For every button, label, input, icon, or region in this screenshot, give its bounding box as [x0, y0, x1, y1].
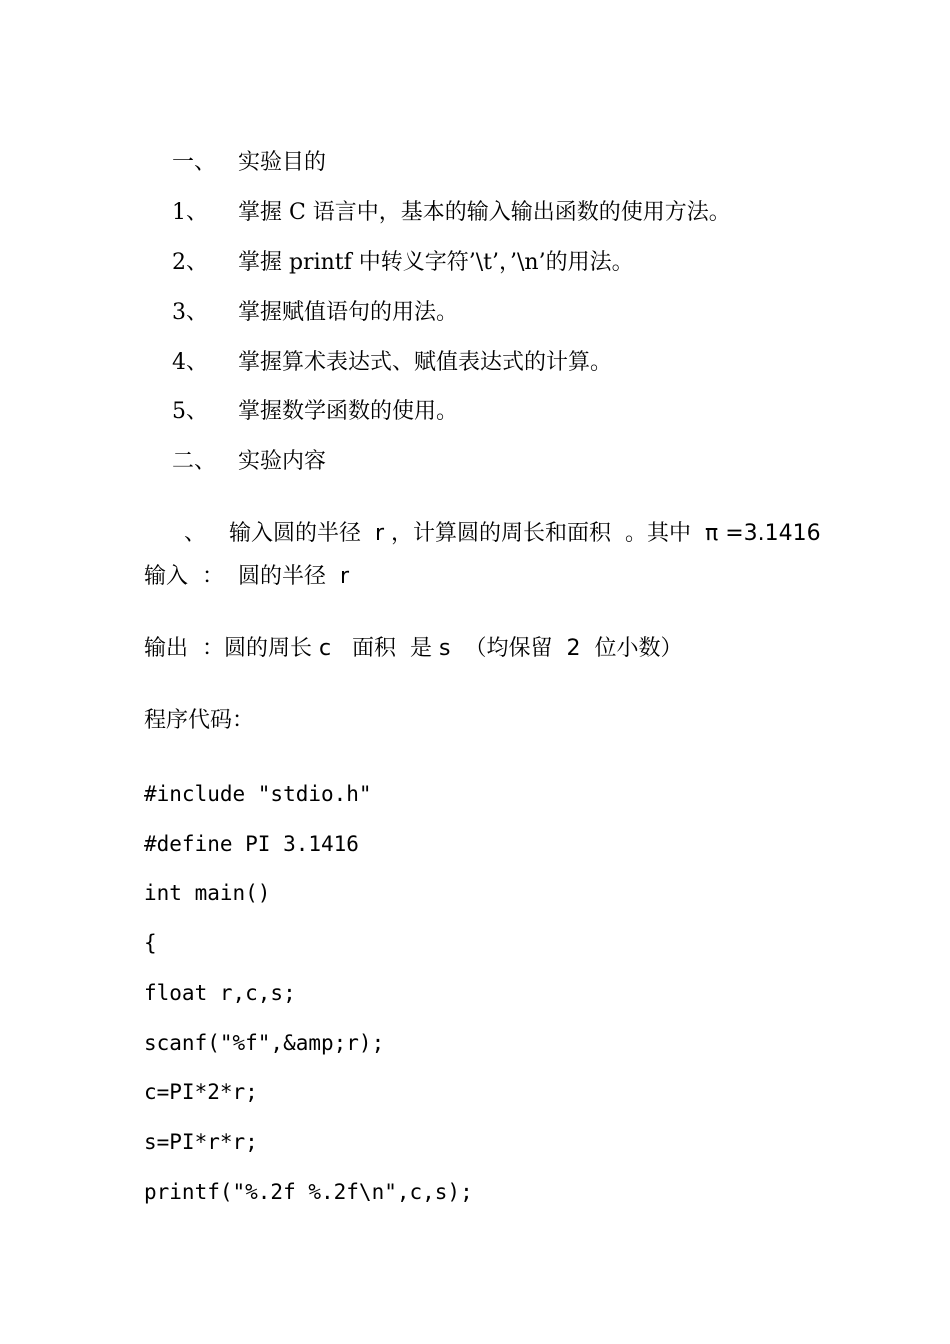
objective-number: 2、 — [171, 250, 208, 275]
objective-number: 3、 — [171, 300, 208, 325]
code-line: #define PI 3.1416 — [144, 832, 359, 856]
task-input-line: 输入 ： 圆的半径 r — [144, 564, 350, 589]
code-line: { — [144, 931, 157, 955]
objective-text: 掌握赋值语句的用法。 — [237, 300, 458, 325]
code-line: printf("%.2f %.2f\n",c,s); — [144, 1180, 473, 1204]
code-line: float r,c,s; — [144, 981, 296, 1005]
objective-text: 掌握 C 语言中，基本的输入输出函数的使用方法。 — [237, 200, 731, 225]
objective-text: 掌握算术表达式、赋值表达式的计算。 — [237, 350, 612, 375]
section-number: 一、 — [171, 150, 216, 175]
code-line: #include "stdio.h" — [144, 782, 372, 806]
objective-number: 5、 — [171, 399, 208, 424]
task-marker: 、 — [183, 521, 206, 546]
code-label: 程序代码： — [144, 708, 255, 733]
objective-text: 掌握数学函数的使用。 — [237, 399, 458, 424]
objective-number: 4、 — [171, 350, 208, 375]
code-line: scanf("%f",&amp;r); — [144, 1031, 385, 1055]
section-title: 实验内容 — [237, 449, 326, 474]
code-line: s=PI*r*r; — [144, 1130, 258, 1154]
code-line: int main() — [144, 881, 271, 905]
objective-number: 1、 — [171, 200, 208, 225]
section-number: 二、 — [171, 449, 216, 474]
code-line: c=PI*2*r; — [144, 1080, 258, 1104]
task-output-line: 输出 ：圆的周长 c 面积 是 s （均保留 2 位小数） — [144, 636, 683, 661]
task-text: 输入圆的半径 r ，计算圆的周长和面积 。其中 π =3.1416 — [228, 521, 821, 546]
objective-text: 掌握 printf 中转义字符’\t’，’\n’的用法。 — [237, 250, 634, 275]
section-title: 实验目的 — [237, 150, 326, 175]
